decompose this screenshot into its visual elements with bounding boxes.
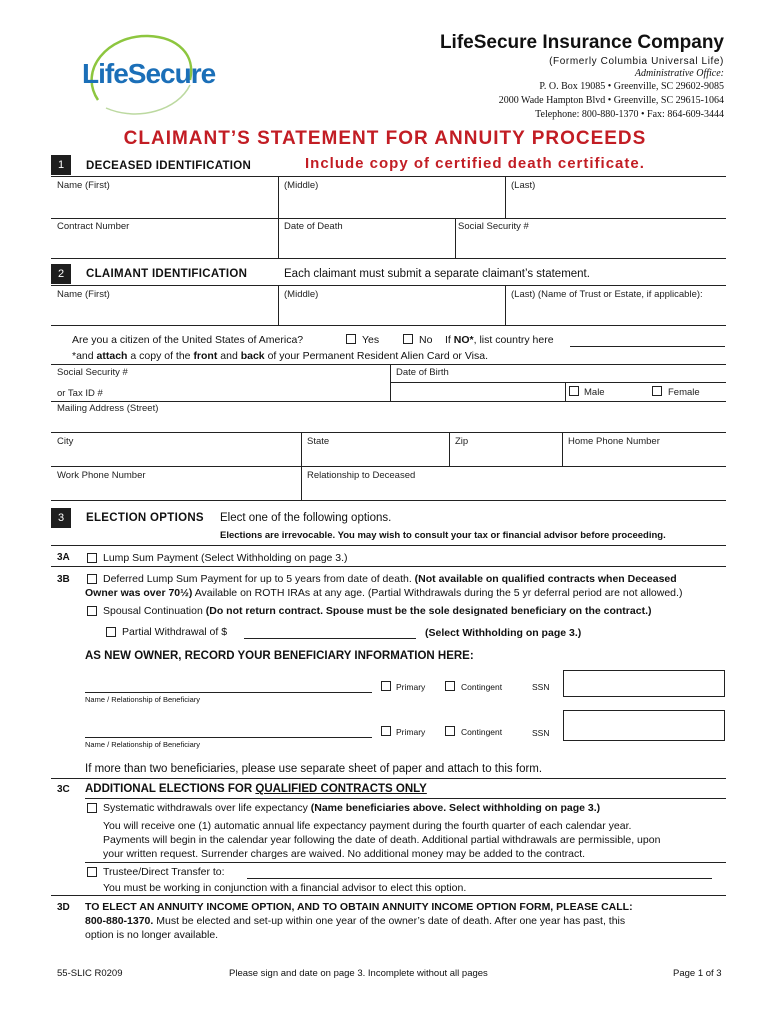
divider [565, 382, 566, 401]
deceased-first-name-label: Name (First) [57, 180, 110, 191]
divider [505, 285, 506, 325]
deferred-bold: (Not available on qualified contracts when Deceased [414, 573, 677, 585]
citizen-no-label: No [419, 334, 433, 346]
annuity-phone: 800-880-1370. [85, 915, 154, 927]
divider [51, 895, 726, 896]
admin-office: Administrative Office: [634, 68, 724, 79]
beneficiary-1-ssn-field[interactable] [563, 670, 725, 697]
divider [278, 176, 279, 218]
beneficiary-1-primary-checkbox[interactable] [381, 681, 391, 691]
beneficiary-2-primary-checkbox[interactable] [381, 726, 391, 736]
deceased-ssn-label: Social Security # [458, 221, 529, 232]
if-no-suffix: , list country here [473, 334, 554, 346]
partial-withdrawal-checkbox[interactable] [106, 627, 116, 637]
attach-bold: front [193, 350, 218, 362]
partial-amount-field[interactable] [244, 638, 416, 639]
qualified-contracts-heading [85, 783, 427, 795]
if-no-bold: NO* [453, 334, 474, 346]
beneficiary-2-contingent-checkbox[interactable] [445, 726, 455, 736]
option-3d-label: 3D [57, 902, 70, 913]
company-name: LifeSecure Insurance Company [439, 32, 724, 53]
systematic-detail-1: You will receive one (1) automatic annual life expectancy payment during the fourth quarter of each calendar year. [103, 820, 632, 832]
tax-id-label: or Tax ID # [57, 388, 103, 399]
beneficiary-2-ssn-field[interactable] [563, 710, 725, 741]
divider [51, 325, 726, 326]
divider [390, 382, 726, 383]
section-1-heading: DECEASED IDENTIFICATION [86, 160, 252, 172]
work-phone-label: Work Phone Number [57, 470, 146, 481]
beneficiary-1-ssn-label: SSN [532, 682, 550, 692]
beneficiary-2-name-rel-label: Name / Relationship of Beneficiary [85, 740, 201, 749]
systematic-bold: (Name beneficiaries above. Select withholding on page 3.) [310, 802, 601, 814]
option-3b-label: 3B [57, 574, 70, 585]
divider [51, 218, 726, 219]
beneficiary-2-contingent-label: Contingent [461, 727, 503, 737]
divider [51, 258, 726, 259]
country-field[interactable] [570, 346, 725, 347]
divider [51, 285, 726, 286]
claimant-first-name-label: Name (First) [57, 289, 110, 300]
section-3-number: 3 [51, 508, 71, 528]
logo [78, 30, 216, 120]
deceased-last-label: (Last) [511, 180, 536, 191]
systematic-withdrawals-checkbox[interactable] [87, 803, 97, 813]
logo-text: LifeSecure [82, 58, 216, 89]
death-certificate-notice: Include copy of certified death certificate. [305, 155, 645, 172]
beneficiary-1-name-rel-label: Name / Relationship of Beneficiary [85, 695, 201, 704]
option-3c-label: 3C [57, 784, 70, 795]
date-of-death-label: Date of Death [284, 221, 343, 232]
divider [505, 176, 506, 218]
state-label: State [307, 436, 330, 447]
qualified-heading-underlined: QUALIFIED CONTRACTS ONLY [255, 783, 427, 795]
beneficiary-2-primary-label: Primary [396, 727, 426, 737]
attach-bold: attach [96, 350, 128, 362]
annuity-income-heading: TO ELECT AN ANNUITY INCOME OPTION, AND TO OBTAIN ANNUITY INCOME OPTION FORM, PLEASE CALL: [85, 901, 633, 913]
beneficiary-1-contingent-checkbox[interactable] [445, 681, 455, 691]
date-of-birth-label: Date of Birth [396, 367, 449, 378]
trustee-transfer-label: Trustee/Direct Transfer to: [103, 866, 225, 878]
divider [51, 364, 726, 365]
mailing-address-label: Mailing Address (Street) [57, 403, 159, 414]
annuity-text: Must be elected and set-up within one year of the owner’s date of death. After one year has past, this [153, 915, 626, 927]
separate-statement-notice: Each claimant must submit a separate claimant’s statement. [284, 268, 590, 280]
male-label: Male [584, 387, 605, 398]
spousal-text: Spousal Continuation [103, 605, 206, 617]
if-no-instruction [445, 333, 554, 347]
divider [51, 466, 726, 467]
trustee-advisor-note: You must be working in conjunction with a financial advisor to elect this option. [103, 882, 467, 894]
deferred-bold: Owner was over 70½) [85, 587, 193, 599]
systematic-detail-3: your written request. Surrender charges are waived. No additional money may be added to the contract. [103, 848, 586, 860]
more-beneficiaries-note: If more than two beneficiaries, please use separate sheet of paper and attach to this form. [85, 763, 543, 775]
spousal-continuation-checkbox[interactable] [87, 606, 97, 616]
beneficiary-2-name-field[interactable] [85, 737, 372, 738]
trustee-transfer-field[interactable] [247, 878, 712, 879]
beneficiary-1-contingent-label: Contingent [461, 682, 503, 692]
phone-fax: Telephone: 800-880-1370 • Fax: 864-609-3444 [535, 109, 724, 120]
claimant-ssn-label: Social Security # [57, 367, 128, 378]
deferred-text-line1 [103, 572, 677, 586]
formerly-text: (Formerly Columbia Universal Life) [549, 56, 724, 67]
qualified-heading-text: ADDITIONAL ELECTIONS FOR [85, 783, 256, 795]
divider [562, 432, 563, 466]
attach-card-instruction [72, 349, 488, 363]
deferred-text: Available on ROTH IRAs at any age. (Partial Withdrawals during the 5 yr deferral period are not allowed.) [192, 587, 683, 599]
lump-sum-text: Lump Sum Payment (Select Withholding on page 3.) [103, 552, 348, 564]
section-2-heading: CLAIMANT IDENTIFICATION [86, 268, 248, 280]
spousal-continuation-text [103, 604, 651, 618]
spousal-bold: (Do not return contract. Spouse must be the sole designated beneficiary on the contract.) [205, 605, 652, 617]
elect-one-text: Elect one of the following options. [220, 512, 392, 524]
divider [51, 401, 726, 402]
attach-text: *and [72, 350, 97, 362]
option-3a-label: 3A [57, 552, 70, 563]
partial-withdrawal-label: Partial Withdrawal of $ [122, 626, 228, 638]
po-box: P. O. Box 19085 • Greenville, SC 29602-9085 [539, 81, 724, 92]
attach-bold: back [240, 350, 265, 362]
section-1-number: 1 [51, 155, 71, 175]
section-3-heading: ELECTION OPTIONS [86, 512, 204, 524]
deferred-text-line2 [85, 586, 682, 600]
attach-text: of your Permanent Resident Alien Card or Visa. [264, 350, 488, 362]
divider [85, 862, 726, 863]
female-checkbox[interactable] [652, 386, 662, 396]
claimant-last-label: (Last) (Name of Trust or Estate, if applicable): [511, 289, 703, 300]
irrevocable-notice: Elections are irrevocable. You may wish to consult your tax or financial advisor before proceeding. [220, 530, 666, 541]
home-phone-label: Home Phone Number [568, 436, 660, 447]
contract-number-label: Contract Number [57, 221, 130, 232]
attach-text: and [217, 350, 241, 362]
systematic-withdrawals-text [103, 801, 600, 815]
divider [455, 218, 456, 258]
claimant-middle-label: (Middle) [284, 289, 319, 300]
divider [278, 285, 279, 325]
street-address: 2000 Wade Hampton Blvd • Greenville, SC 29615-1064 [498, 95, 724, 106]
citizen-question: Are you a citizen of the United States of America? [72, 334, 304, 346]
if-no-prefix: If [445, 334, 454, 346]
male-checkbox[interactable] [569, 386, 579, 396]
partial-select-withholding: (Select Withholding on page 3.) [425, 627, 582, 639]
deceased-middle-label: (Middle) [284, 180, 319, 191]
section-2-number: 2 [51, 264, 71, 284]
divider [449, 432, 450, 466]
zip-label: Zip [455, 436, 469, 447]
citizen-yes-checkbox[interactable] [346, 334, 356, 344]
trustee-transfer-checkbox[interactable] [87, 867, 97, 877]
divider [51, 176, 726, 177]
divider [51, 500, 726, 501]
beneficiary-1-primary-label: Primary [396, 682, 426, 692]
divider [51, 778, 726, 779]
form-code: 55-SLIC R0209 [57, 968, 123, 979]
divider [51, 566, 726, 567]
deferred-text: Deferred Lump Sum Payment for up to 5 years from date of death. [103, 573, 415, 585]
female-label: Female [668, 387, 700, 398]
page-number: Page 1 of 3 [673, 968, 722, 979]
citizen-no-checkbox[interactable] [403, 334, 413, 344]
beneficiary-2-ssn-label: SSN [532, 728, 550, 738]
deferred-lump-sum-checkbox[interactable] [87, 574, 97, 584]
divider [278, 218, 279, 258]
city-label: City [57, 436, 74, 447]
lump-sum-checkbox[interactable] [87, 553, 97, 563]
new-owner-heading: AS NEW OWNER, RECORD YOUR BENEFICIARY INFORMATION HERE: [85, 650, 474, 662]
attach-text: a copy of the [127, 350, 194, 362]
divider [51, 545, 726, 546]
footer-instruction: Please sign and date on page 3. Incomplete without all pages [229, 968, 488, 979]
form-title: CLAIMANT’S STATEMENT FOR ANNUITY PROCEEDS [123, 128, 647, 149]
systematic-detail-2: Payments will begin in the calendar year following the date of death. Additional partial withdrawals are permissible, upon [103, 834, 661, 846]
divider [85, 798, 726, 799]
annuity-income-text [85, 914, 625, 928]
citizen-yes-label: Yes [362, 334, 380, 346]
divider [51, 432, 726, 433]
annuity-income-text-2: option is no longer available. [85, 929, 219, 941]
systematic-text: Systematic withdrawals over life expectancy [103, 802, 311, 814]
beneficiary-1-name-field[interactable] [85, 692, 372, 693]
relationship-label: Relationship to Deceased [307, 470, 416, 481]
